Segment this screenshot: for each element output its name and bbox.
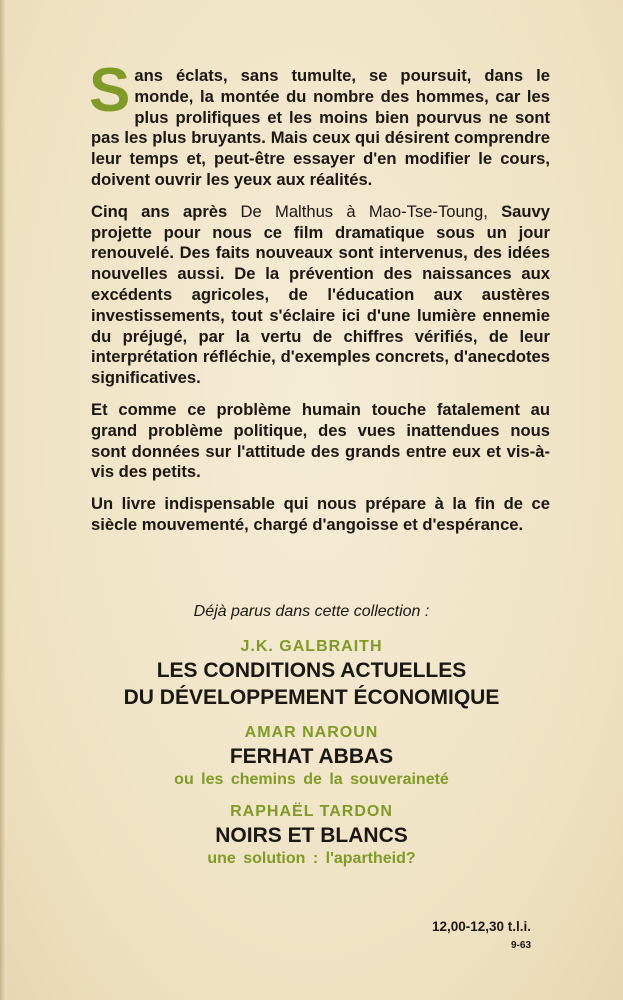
book-title-line1: NOIRS ET BLANCS [215, 824, 408, 847]
blurb-text [89, 56, 550, 547]
book-subtitle: ou les chemins de la souveraineté [174, 771, 449, 788]
collection-list [0, 603, 623, 881]
book-entry [0, 802, 623, 869]
catalog-code: 9-63 [510, 940, 531, 951]
blurb-paragraph-4: Un livre indispensable qui nous prépare à la fin de ce siècle mouvementé, chargé d'angoisse et d'espérance. [91, 494, 550, 534]
book-title-line2: DU DÉVELOPPEMENT ÉCONOMIQUE [123, 686, 500, 709]
blurb-p2-start: Cinq ans après [91, 201, 228, 221]
blurb-paragraph-2 [91, 202, 550, 389]
blurb-p1-text: ans éclats, sans tumulte, se poursuit, dans le monde, la montée du nombre des hommes, car les plus prolifiques et les moins bien pourvus ne sont pas les plus bruyants. Mais ceux qui désirent comprendre leur temps et, peut-être essayer d'en modifier le cours, doivent ouvrir les yeux aux réalités. [91, 66, 550, 189]
blurb-p2-text: Sauvy projette pour nous ce film dramatique sous un jour renouvelé. Des faits nouveaux sont intervenus, des idées nouvelles aussi. De la prévention des naissances aux excédents agricoles, de l'éducation aux austères investissements, tout s'éclaire ici d'une lumière ennemie du préjugé, par la vertu de chiffres vérifiés, de leur interprétation réfléchie, d'exemples concrets, d'anecdotes significatives. [91, 201, 550, 388]
book-entry [0, 723, 623, 790]
blurb-p2-reference: De Malthus à Mao-Tse-Toung, [240, 201, 488, 221]
collection-intro: Déjà parus dans cette collection : [193, 603, 430, 620]
book-entry [0, 637, 623, 711]
book-title-line1: FERHAT ABBAS [229, 745, 394, 768]
blurb-paragraph-3: Et comme ce problème humain touche fatalement au grand problème politique, des vues inattendues nous sont données sur l'attitude des grands entre eux et vis-à-vis des petits. [91, 399, 550, 482]
price-label: 12,00-12,30 t.l.i. [431, 919, 531, 934]
book-title-line1: LES CONDITIONS ACTUELLES [156, 659, 467, 682]
blurb-paragraph-1 [89, 56, 550, 191]
book-author: AMAR NAROUN [244, 724, 379, 741]
book-author: RAPHAËL TARDON [230, 803, 393, 820]
book-subtitle: une solution : l'apartheid? [207, 850, 416, 867]
drop-cap: S [89, 56, 131, 125]
book-author: J.K. GALBRAITH [240, 638, 383, 655]
